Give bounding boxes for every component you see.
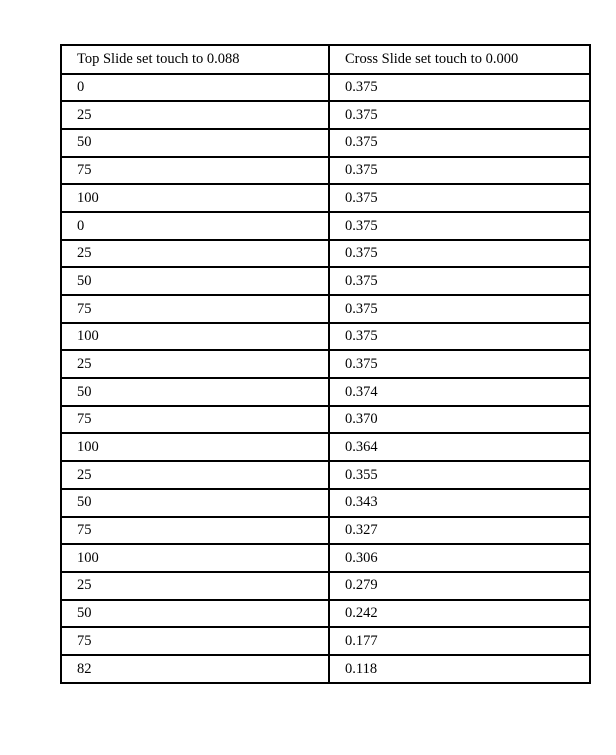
cross-slide-cell: 0.375 [329,295,590,323]
top-slide-cell: 75 [61,627,329,655]
cross-slide-cell: 0.375 [329,184,590,212]
table-row [61,295,590,323]
table-row [61,350,590,378]
top-slide-cell: 50 [61,489,329,517]
top-slide-cell: 82 [61,655,329,683]
cross-slide-cell: 0.355 [329,461,590,489]
table-header-row [61,45,590,74]
cross-slide-cell: 0.370 [329,406,590,434]
table-row [61,489,590,517]
cross-slide-cell: 0.375 [329,157,590,185]
table-row [61,544,590,572]
table-row [61,572,590,600]
table-row [61,433,590,461]
cross-slide-cell: 0.375 [329,129,590,157]
top-slide-cell: 25 [61,101,329,129]
cross-slide-cell: 0.343 [329,489,590,517]
table-row [61,627,590,655]
top-slide-cell: 25 [61,240,329,268]
cross-slide-cell: 0.364 [329,433,590,461]
cross-slide-cell: 0.375 [329,74,590,102]
table-row [61,212,590,240]
top-slide-cell: 25 [61,572,329,600]
table-body [61,74,590,683]
table-row [61,378,590,406]
cross-slide-cell: 0.375 [329,101,590,129]
cross-slide-cell: 0.279 [329,572,590,600]
table-row [61,655,590,683]
top-slide-cell: 25 [61,461,329,489]
top-slide-cell: 0 [61,74,329,102]
cross-slide-cell: 0.242 [329,600,590,628]
cross-slide-cell: 0.327 [329,517,590,545]
top-slide-cell: 50 [61,378,329,406]
table-row [61,184,590,212]
table-row [61,240,590,268]
top-slide-cell: 100 [61,323,329,351]
table-row [61,101,590,129]
cross-slide-cell: 0.306 [329,544,590,572]
cross-slide-cell: 0.375 [329,350,590,378]
table-row [61,461,590,489]
top-slide-cell: 100 [61,433,329,461]
cross-slide-cell: 0.374 [329,378,590,406]
cross-slide-cell: 0.375 [329,240,590,268]
top-slide-cell: 100 [61,184,329,212]
table-row [61,267,590,295]
top-slide-cell: 75 [61,157,329,185]
top-slide-cell: 75 [61,295,329,323]
table-row [61,517,590,545]
cross-slide-cell: 0.118 [329,655,590,683]
table-row [61,406,590,434]
measurement-table [60,44,591,684]
measurement-table-container [60,44,589,684]
top-slide-cell: 75 [61,406,329,434]
cross-slide-cell: 0.375 [329,212,590,240]
top-slide-cell: 25 [61,350,329,378]
top-slide-cell: 50 [61,600,329,628]
top-slide-cell: 50 [61,129,329,157]
header-cross-slide: Cross Slide set touch to 0.000 [329,45,590,74]
table-row [61,157,590,185]
table-row [61,323,590,351]
cross-slide-cell: 0.375 [329,323,590,351]
cross-slide-cell: 0.177 [329,627,590,655]
top-slide-cell: 75 [61,517,329,545]
table-row [61,600,590,628]
top-slide-cell: 50 [61,267,329,295]
top-slide-cell: 0 [61,212,329,240]
table-row [61,74,590,102]
cross-slide-cell: 0.375 [329,267,590,295]
top-slide-cell: 100 [61,544,329,572]
header-top-slide: Top Slide set touch to 0.088 [61,45,329,74]
table-row [61,129,590,157]
